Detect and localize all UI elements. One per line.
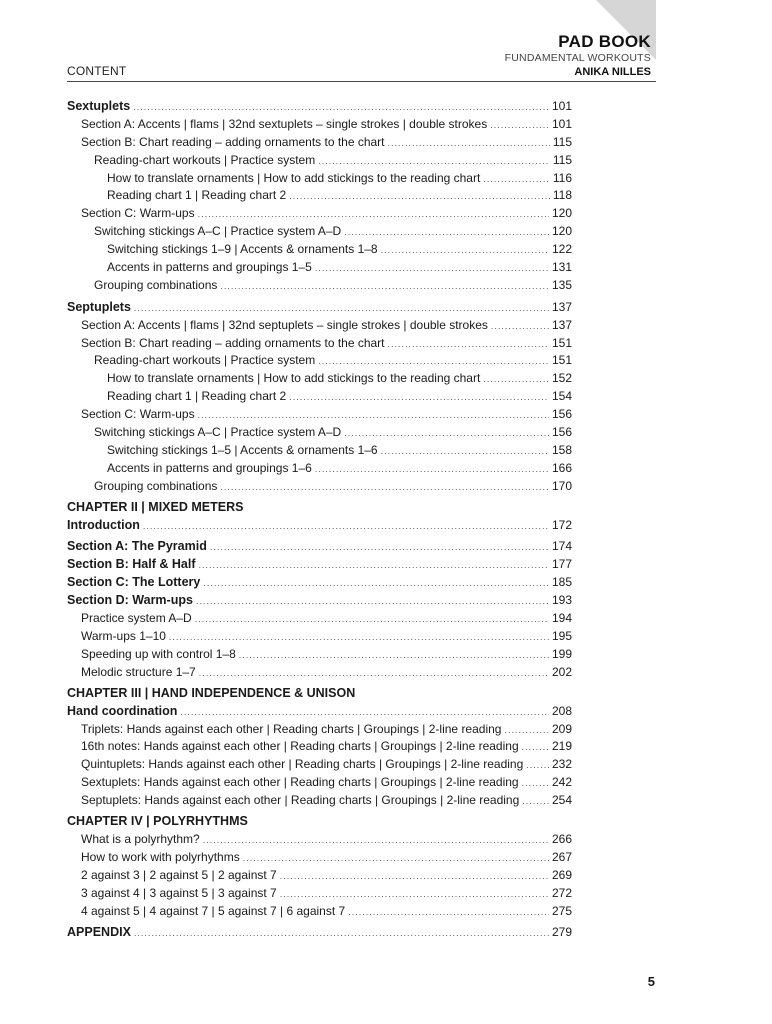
- dot-leader: [289, 188, 550, 205]
- header-rule: [67, 81, 656, 82]
- toc-entry-page: 156: [551, 425, 572, 440]
- toc-entry-title: Quintuplets: Hands against each other | Reading charts | Groupings | 2-line reading: [81, 757, 524, 772]
- toc-entry-title: Reading-chart workouts | Practice system: [94, 353, 316, 368]
- toc-entry[interactable]: [67, 792, 572, 810]
- toc-entry-title: Practice system A–D: [81, 611, 192, 626]
- page-number: 5: [647, 974, 655, 989]
- toc-entry-page: 137: [551, 317, 572, 332]
- dot-leader: [344, 425, 549, 442]
- dot-leader: [210, 539, 549, 556]
- dot-leader: [195, 611, 549, 628]
- toc-entry-title: Sextuplets: Hands against each other | Reading charts | Groupings | 2-line reading: [81, 775, 519, 790]
- toc-entry-page: 195: [551, 628, 572, 643]
- toc-entry[interactable]: [67, 388, 572, 406]
- toc-entry[interactable]: [67, 592, 572, 610]
- toc-entry[interactable]: [67, 352, 572, 370]
- toc-entry[interactable]: [67, 610, 572, 628]
- toc-chapter-heading: CHAPTER III | HAND INDEPENDENCE & UNISON: [67, 685, 356, 700]
- dot-leader: [522, 793, 549, 810]
- toc-entry[interactable]: [67, 538, 572, 556]
- toc-entry[interactable]: [67, 924, 572, 942]
- toc-entry-title: 4 against 5 | 4 against 7 | 5 against 7 | 6 against 7: [81, 903, 346, 918]
- toc-entry-title: Section B: Half & Half: [67, 557, 196, 572]
- dot-leader: [315, 260, 549, 277]
- toc-entry-title: Reading-chart workouts | Practice system: [94, 152, 316, 167]
- book-header: [505, 33, 651, 78]
- toc-entry-page: 122: [551, 242, 572, 257]
- dot-leader: [388, 336, 549, 353]
- toc-entry-page: 185: [551, 575, 572, 590]
- dot-leader: [203, 832, 549, 849]
- toc-entry-title: Section A: The Pyramid: [67, 539, 207, 554]
- toc-entry[interactable]: [67, 259, 572, 277]
- toc-entry-title: Septuplets: [67, 299, 131, 314]
- toc-entry-page: 120: [551, 206, 572, 221]
- dot-leader: [318, 353, 549, 370]
- toc-entry-title: Section B: Chart reading – adding ornaments to the chart: [81, 134, 385, 149]
- dot-leader: [239, 647, 549, 664]
- book-title: PAD BOOK: [558, 32, 651, 51]
- toc-entry-page: 118: [552, 188, 572, 203]
- dot-leader: [280, 868, 549, 885]
- toc-entry-page: 151: [551, 353, 572, 368]
- dot-leader: [134, 925, 549, 942]
- toc-entry-title: What is a polyrhythm?: [81, 831, 200, 846]
- dot-leader: [196, 593, 549, 610]
- toc-entry-title: Septuplets: Hands against each other | Reading charts | Groupings | 2-line reading: [81, 793, 520, 808]
- toc-entry-page: 267: [551, 849, 572, 864]
- toc-entry[interactable]: [67, 116, 572, 134]
- dot-leader: [318, 153, 550, 170]
- toc-entry[interactable]: [67, 205, 572, 223]
- dot-leader: [522, 739, 549, 756]
- dot-leader: [491, 318, 549, 335]
- toc-chapter-heading: CHAPTER II | MIXED METERS: [67, 499, 244, 514]
- toc-entry-page: 208: [551, 703, 572, 718]
- toc-entry-title: Grouping combinations: [94, 277, 218, 292]
- toc-entry[interactable]: [67, 721, 572, 739]
- toc-entry-title: Accents in patterns and groupings 1–6: [107, 460, 312, 475]
- toc-entry-title: Introduction: [67, 517, 140, 532]
- toc-entry[interactable]: [67, 556, 572, 574]
- toc-entry-page: 199: [551, 646, 572, 661]
- toc-entry-page: 275: [551, 903, 572, 918]
- dot-leader: [243, 850, 549, 867]
- toc-entry[interactable]: [67, 867, 572, 885]
- dot-leader: [348, 904, 549, 921]
- toc-entry[interactable]: [67, 574, 572, 592]
- dot-leader: [198, 206, 549, 223]
- toc-entry-title: Accents in patterns and groupings 1–5: [107, 260, 312, 275]
- toc-entry-page: 115: [552, 134, 572, 149]
- toc-entry-page: 152: [551, 371, 572, 386]
- toc-entry-page: 177: [551, 557, 572, 572]
- toc-entry-title: Switching stickings A–C | Practice system A–D: [94, 224, 342, 239]
- toc-entry[interactable]: [67, 134, 572, 152]
- toc-entry-title: Melodic structure 1–7: [81, 664, 196, 679]
- toc-entry-title: Section C: The Lottery: [67, 575, 201, 590]
- toc-entry[interactable]: [67, 406, 572, 424]
- toc-entry[interactable]: [67, 831, 572, 849]
- dot-leader: [483, 171, 550, 188]
- toc-entry-page: 101: [551, 99, 572, 113]
- toc-entry-page: 219: [551, 739, 572, 754]
- toc-entry-page: 209: [551, 721, 572, 736]
- page-margin: [656, 0, 772, 1024]
- toc-entry[interactable]: [67, 152, 572, 170]
- book-subtitle: FUNDAMENTAL WORKOUTS: [504, 52, 651, 64]
- toc-entry[interactable]: [67, 460, 572, 478]
- toc-entry-title: Hand coordination: [67, 703, 178, 718]
- dot-leader: [381, 242, 549, 259]
- toc-entry[interactable]: [67, 646, 572, 664]
- dot-leader: [388, 135, 550, 152]
- toc-entry-page: 242: [551, 775, 572, 790]
- toc-entry[interactable]: [67, 903, 572, 921]
- toc-entry-title: Grouping combinations: [94, 478, 218, 493]
- toc-entry[interactable]: [67, 187, 572, 205]
- toc-entry[interactable]: [67, 424, 572, 442]
- toc-entry-title: 16th notes: Hands against each other | Reading charts | Groupings | 2-line reading: [81, 739, 519, 754]
- toc-entry[interactable]: [67, 628, 572, 646]
- toc-entry-title: Section C: Warm-ups: [81, 206, 195, 221]
- toc-entry-page: 131: [551, 260, 572, 275]
- toc-entry-title: Section D: Warm-ups: [67, 593, 193, 608]
- section-label: CONTENT: [67, 64, 127, 78]
- toc-entry[interactable]: [67, 442, 572, 460]
- dot-leader: [199, 665, 549, 682]
- dot-leader: [169, 629, 549, 646]
- toc-entry-title: 2 against 3 | 2 against 5 | 2 against 7: [81, 867, 277, 882]
- book-author: ANIKA NILLES: [574, 65, 651, 78]
- dot-leader: [280, 886, 549, 903]
- toc-entry[interactable]: [67, 277, 572, 295]
- toc-entry-title: Reading chart 1 | Reading chart 2: [107, 188, 287, 203]
- toc-entry-page: 254: [551, 793, 572, 808]
- toc-entry[interactable]: [67, 478, 572, 496]
- dot-leader: [315, 461, 549, 478]
- toc-entry-page: 156: [551, 407, 572, 422]
- dot-leader: [180, 704, 549, 721]
- toc-entry-title: Triplets: Hands against each other | Reading charts | Groupings | 2-line reading: [81, 721, 502, 736]
- toc-entry[interactable]: [67, 849, 572, 867]
- toc-entry-title: Reading chart 1 | Reading chart 2: [107, 389, 287, 404]
- toc-entry-title: How to translate ornaments | How to add stickings to the reading chart: [107, 170, 481, 185]
- toc-entry-page: 269: [551, 867, 572, 882]
- toc-entry[interactable]: [67, 664, 572, 682]
- toc-entry-title: Section A: Accents | flams | 32nd sextuplets – single strokes | double strokes: [81, 116, 488, 131]
- toc-entry-page: 116: [552, 170, 572, 185]
- dot-leader: [490, 117, 549, 134]
- toc-entry-title: Switching stickings 1–9 | Accents & ornaments 1–8: [107, 242, 378, 257]
- dot-leader: [344, 224, 549, 241]
- dot-leader: [199, 557, 549, 574]
- toc-entry-page: 279: [551, 925, 572, 940]
- toc-entry-page: 154: [551, 389, 572, 404]
- toc-entry[interactable]: [67, 885, 572, 903]
- dot-leader: [522, 775, 549, 792]
- dot-leader: [134, 300, 549, 317]
- toc-entry-title: Sextuplets: [67, 99, 131, 113]
- toc-entry-title: Switching stickings A–C | Practice system A–D: [94, 425, 342, 440]
- toc-entry-page: 135: [551, 277, 572, 292]
- toc-entry-page: 232: [551, 757, 572, 772]
- toc-entry[interactable]: [67, 223, 572, 241]
- toc-entry-page: 101: [551, 116, 572, 131]
- dot-leader: [381, 443, 549, 460]
- toc-entry-page: 151: [551, 335, 572, 350]
- toc-entry-page: 272: [551, 885, 572, 900]
- toc-entry-page: 194: [551, 611, 572, 626]
- toc-entry-title: Switching stickings 1–5 | Accents & ornaments 1–6: [107, 442, 378, 457]
- toc-entry[interactable]: [67, 703, 572, 721]
- toc-entry-page: 166: [551, 460, 572, 475]
- dot-leader: [203, 575, 549, 592]
- table-of-contents: [67, 98, 572, 942]
- toc-entry-page: 193: [551, 593, 572, 608]
- toc-entry-page: 174: [551, 539, 572, 554]
- toc-entry[interactable]: [67, 170, 572, 188]
- toc-entry-page: 158: [551, 442, 572, 457]
- toc-entry[interactable]: [67, 317, 572, 335]
- dot-leader: [143, 518, 549, 535]
- toc-entry[interactable]: [67, 241, 572, 259]
- toc-entry-title: Speeding up with control 1–8: [81, 646, 236, 661]
- toc-entry-title: How to work with polyrhythms: [81, 849, 240, 864]
- toc-entry-title: How to translate ornaments | How to add stickings to the reading chart: [107, 371, 481, 386]
- toc-entry-title: Section B: Chart reading – adding ornaments to the chart: [81, 335, 385, 350]
- toc-entry[interactable]: [67, 370, 572, 388]
- toc-entry-page: 137: [551, 299, 572, 314]
- toc-entry-title: Warm-ups 1–10: [81, 628, 166, 643]
- toc-entry-title: APPENDIX: [67, 925, 131, 940]
- toc-chapter-heading: CHAPTER IV | POLYRHYTHMS: [67, 813, 248, 828]
- toc-entry-title: 3 against 4 | 3 against 5 | 3 against 7: [81, 885, 277, 900]
- toc-entry-page: 172: [551, 517, 572, 532]
- dot-leader: [133, 99, 549, 116]
- toc-entry-title: Section A: Accents | flams | 32nd septuplets – single strokes | double strokes: [81, 317, 488, 332]
- toc-entry[interactable]: [67, 299, 572, 317]
- toc-entry[interactable]: [67, 98, 572, 116]
- dot-leader: [526, 757, 549, 774]
- toc-entry[interactable]: [67, 756, 572, 774]
- toc-entry-page: 170: [551, 478, 572, 493]
- toc-entry-page: 266: [551, 831, 572, 846]
- dot-leader: [504, 722, 549, 739]
- toc-entry-page: 115: [552, 152, 572, 167]
- dot-leader: [220, 479, 549, 496]
- dot-leader: [220, 278, 549, 295]
- dot-leader: [483, 371, 549, 388]
- toc-entry-page: 120: [551, 224, 572, 239]
- dot-leader: [198, 407, 549, 424]
- toc-entry[interactable]: [67, 335, 572, 353]
- dot-leader: [289, 389, 549, 406]
- toc-entry[interactable]: [67, 517, 572, 535]
- toc-entry-page: 202: [551, 664, 572, 679]
- toc-entry[interactable]: [67, 738, 572, 756]
- toc-entry[interactable]: [67, 774, 572, 792]
- toc-entry-title: Section C: Warm-ups: [81, 407, 195, 422]
